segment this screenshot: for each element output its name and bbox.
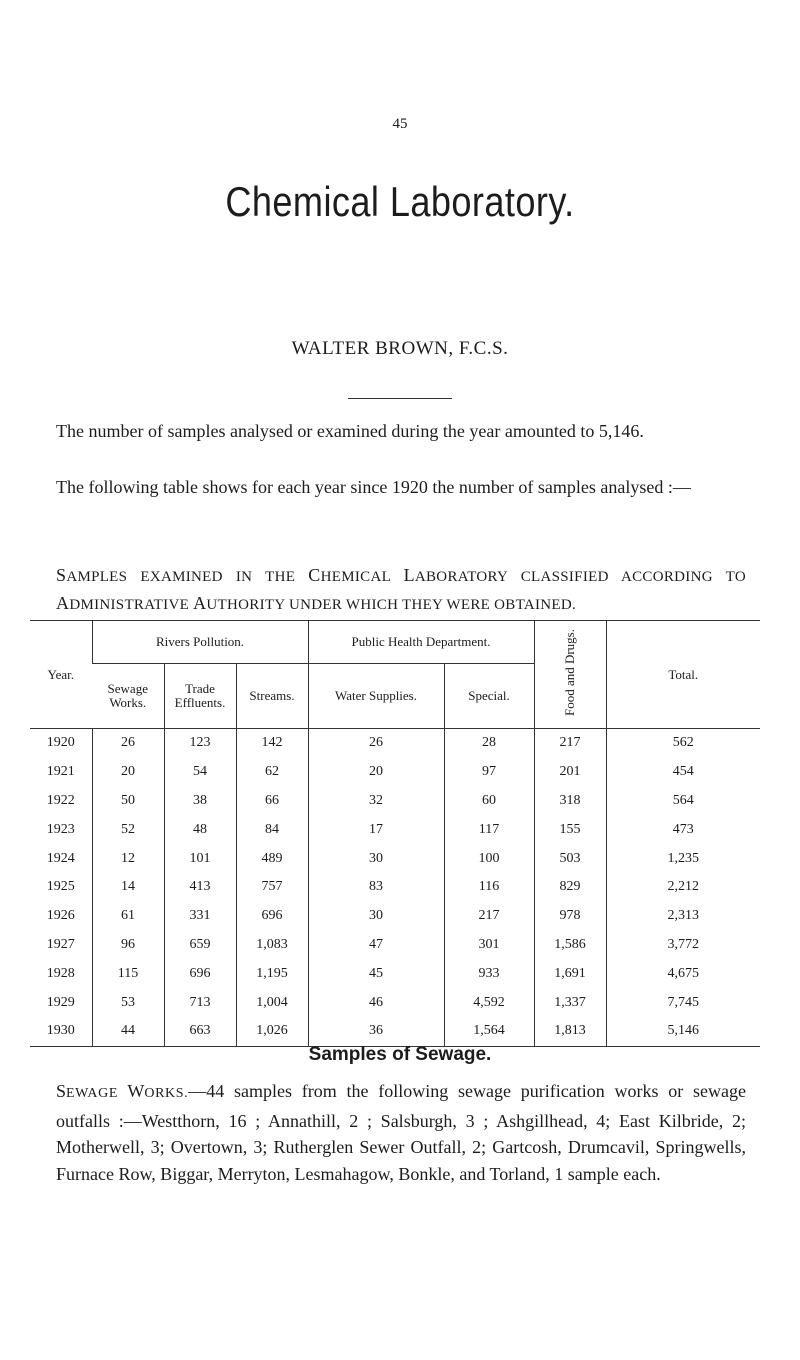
cell-trade: 38 [164,787,236,816]
cell-total: 454 [606,758,760,787]
cell-water: 83 [308,873,444,902]
cell-streams: 62 [236,758,308,787]
table-row [30,959,760,988]
cell-water: 30 [308,902,444,931]
cell-year: 1921 [46,764,75,780]
cell-special: 60 [444,787,534,816]
cell-trade: 659 [164,931,236,960]
cell-streams: 1,026 [236,1017,308,1046]
cell-year: 1923 [46,821,75,837]
cell-food: 318 [534,787,606,816]
cell-special: 217 [444,902,534,931]
header-special: Special. [444,664,534,729]
cell-total: 5,146 [606,1017,760,1046]
cell-trade: 48 [164,815,236,844]
table-row [30,902,760,931]
cell-year: 1928 [46,965,75,981]
author-name: WALTER BROWN, F.C.S. [291,338,509,359]
cell-total: 7,745 [606,988,760,1017]
cell-streams: 1,195 [236,959,308,988]
cell-total: 4,675 [606,959,760,988]
cell-special: 28 [444,729,534,758]
cell-water: 47 [308,931,444,960]
cell-trade: 331 [164,902,236,931]
table-row [30,931,760,960]
header-public-health: Public Health Department. [308,621,534,664]
table-body [30,729,760,1047]
cell-food: 1,586 [534,931,606,960]
cell-food: 978 [534,902,606,931]
cell-year: 1920 [46,735,75,751]
cell-water: 46 [308,988,444,1017]
cell-trade: 54 [164,758,236,787]
cell-sewage: 96 [92,931,164,960]
cell-sewage: 14 [92,873,164,902]
cell-streams: 84 [236,815,308,844]
cell-food: 155 [534,815,606,844]
table-row [30,844,760,873]
cell-sewage: 12 [92,844,164,873]
header-food-drugs: Food and Drugs. [534,621,606,729]
cell-year: 1925 [46,879,75,895]
cell-special: 100 [444,844,534,873]
cell-sewage: 26 [92,729,164,758]
table-row [30,729,760,758]
cell-sewage: 115 [92,959,164,988]
cell-total: 3,772 [606,931,760,960]
paragraph-sewage-works [56,1078,746,1187]
cell-total: 473 [606,815,760,844]
table-row [30,988,760,1017]
cell-sewage: 61 [92,902,164,931]
cell-trade: 713 [164,988,236,1017]
cell-food: 829 [534,873,606,902]
cell-sewage: 20 [92,758,164,787]
cell-special: 117 [444,815,534,844]
cell-streams: 1,004 [236,988,308,1017]
header-year: Year. [30,621,92,729]
cell-year: 1924 [46,850,75,866]
cell-water: 32 [308,787,444,816]
cell-sewage: 50 [92,787,164,816]
table-row [30,758,760,787]
cell-streams: 142 [236,729,308,758]
cell-trade: 663 [164,1017,236,1046]
cell-streams: 696 [236,902,308,931]
cell-total: 2,313 [606,902,760,931]
samples-table [30,620,760,1047]
cell-water: 30 [308,844,444,873]
cell-trade: 413 [164,873,236,902]
page-title: Chemical Laboratory. [225,178,575,225]
cell-special: 1,564 [444,1017,534,1046]
cell-food: 503 [534,844,606,873]
header-streams: Streams. [236,664,308,729]
cell-sewage: 44 [92,1017,164,1046]
cell-streams: 757 [236,873,308,902]
paragraph-table-intro: The following table shows for each year since 1920 the number of samples analysed :— [56,477,691,497]
header-total: Total. [606,621,760,729]
cell-streams: 66 [236,787,308,816]
paragraph-sample-count: The number of samples analysed or examined during the year amounted to 5,146. [56,421,644,441]
cell-food: 1,337 [534,988,606,1017]
header-water-supplies: Water Supplies. [308,664,444,729]
cell-food: 217 [534,729,606,758]
header-sewage-works: Sewage Works. [92,664,164,729]
cell-water: 36 [308,1017,444,1046]
header-rivers-pollution: Rivers Pollution. [92,621,308,664]
divider-rule [348,398,452,399]
cell-sewage: 52 [92,815,164,844]
header-trade-effluents: Trade Effluents. [164,664,236,729]
cell-water: 17 [308,815,444,844]
sewage-text: —44 samples from the following sewage purification works or sewage outfalls :—Westthorn, 16 ; Annathill, 2 ; Salsburgh, 3 ; Ashgillhead, 4; East Kilbride, 2; Motherwell, 3; Overtown, 3; Rutherglen Sewer Outfall, 2; Gartcosh, Drumcavil, Springwells, Furnace Row, Biggar, Merryton, Lesmahagow, Bonkle, and Torland, 1 sample each. [56,1081,746,1184]
cell-year: 1926 [46,908,75,924]
table-row [30,787,760,816]
cell-special: 301 [444,931,534,960]
cell-special: 933 [444,959,534,988]
cell-year: 1927 [46,936,75,952]
cell-trade: 123 [164,729,236,758]
cell-food: 1,691 [534,959,606,988]
cell-total: 1,235 [606,844,760,873]
cell-year: 1929 [46,994,75,1010]
cell-total: 562 [606,729,760,758]
section-heading-sewage: Samples of Sewage. [308,1044,492,1065]
cell-total: 2,212 [606,873,760,902]
table-row [30,815,760,844]
cell-year: 1922 [46,792,75,808]
samples-table-container [30,620,790,1047]
table-caption: SAMPLES EXAMINED IN THE CHEMICAL LABORATORY CLASSIFIED ACCORDING TO ADMINISTRATIVE AUTHORITY UNDER WHICH THEY WERE OBTAINED. [56,565,746,613]
cell-water: 20 [308,758,444,787]
cell-sewage: 53 [92,988,164,1017]
cell-trade: 101 [164,844,236,873]
table-row [30,1017,760,1046]
page-number: 45 [392,116,408,132]
cell-total: 564 [606,787,760,816]
cell-water: 26 [308,729,444,758]
cell-year: 1930 [30,1017,92,1046]
cell-water: 45 [308,959,444,988]
cell-special: 97 [444,758,534,787]
cell-streams: 489 [236,844,308,873]
cell-trade: 696 [164,959,236,988]
cell-food: 1,813 [534,1017,606,1046]
cell-special: 116 [444,873,534,902]
cell-food: 201 [534,758,606,787]
table-row [30,873,760,902]
cell-streams: 1,083 [236,931,308,960]
sewage-lead-in: SEWAGE WORKS. [56,1081,189,1101]
cell-special: 4,592 [444,988,534,1017]
